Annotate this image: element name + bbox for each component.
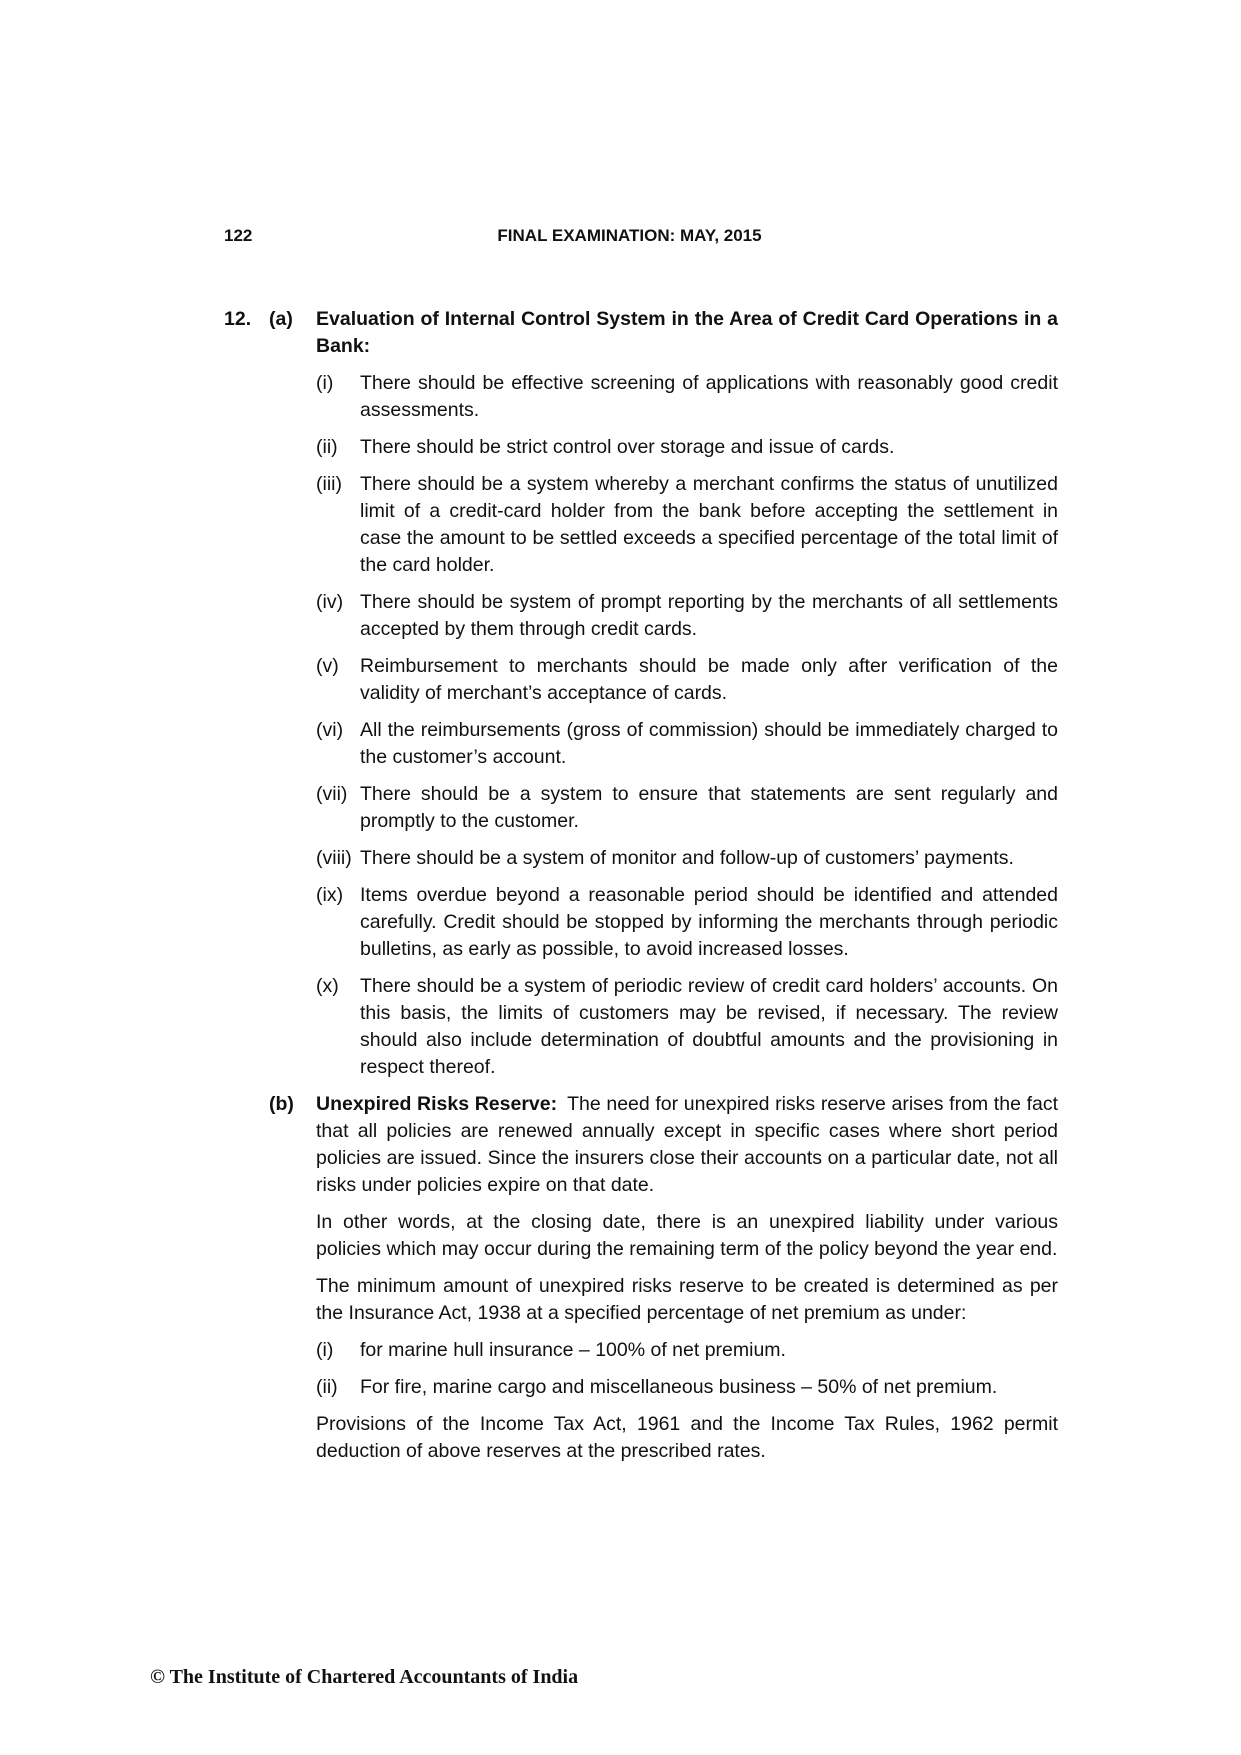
part-b-para-1 [316,1091,1058,1199]
item-number: (vii) [316,783,348,805]
copyright-footer: © The Institute of Chartered Accountants of India [150,1666,579,1688]
item-number: (iii) [316,473,342,495]
part-a-label: (a) [269,308,293,330]
list-item [316,845,1058,872]
list-item [316,653,1058,707]
item-number: (x) [316,975,339,997]
list-item [316,973,1058,1081]
item-number: (i) [316,372,334,394]
part-b-para-1-text: The need for unexpired risks reserve arises from the fact that all policies are renewed annually except in specific cases where short period policies are issued. Since the insurers close their accounts on a particular date, not all risks under policies expire on that date. [316,1093,1058,1196]
running-title: FINAL EXAMINATION: MAY, 2015 [497,226,762,245]
part-a-heading: Evaluation of Internal Control System in the Area of Credit Card Operations in a Bank: [316,308,1058,357]
list-item [316,781,1058,835]
list-item [316,1337,1058,1364]
item-text: There should be strict control over storage and issue of cards. [360,436,895,458]
item-text: Items overdue beyond a reasonable period should be identified and attended carefully. Credit should be stopped by informing the merchants through periodic bulletins, as early as possible, to avoid increased losses. [360,884,1058,960]
list-item [316,370,1058,424]
part-b-para-3: The minimum amount of unexpired risks reserve to be created is determined as per the Insurance Act, 1938 at a specified percentage of net premium as under: [316,1275,1058,1324]
list-item [316,717,1058,771]
part-b-lead: Unexpired Risks Reserve: [316,1093,558,1115]
part-b [224,1091,1058,1475]
list-item [316,1374,1058,1401]
list-item [316,882,1058,963]
part-b-list [316,1337,1058,1401]
part-a-list [316,370,1058,1081]
item-text: There should be a system of periodic review of credit card holders’ accounts. On this basis, the limits of customers may be revised, if necessary. The review should also include determination of doubtful amounts and the provisioning in respect thereof. [360,975,1058,1078]
item-text: There should be system of prompt reporting by the merchants of all settlements accepted by them through credit cards. [360,591,1058,640]
part-b-label: (b) [269,1093,294,1115]
page-number: 122 [224,226,253,245]
question-heading-row [224,306,1058,360]
item-number: (ix) [316,884,344,906]
item-text: There should be a system to ensure that statements are sent regularly and promptly to the customer. [360,783,1058,832]
item-number: (iv) [316,591,344,613]
list-item [316,589,1058,643]
item-text: for marine hull insurance – 100% of net premium. [360,1339,786,1361]
page-content [224,306,1058,1475]
item-text: For fire, marine cargo and miscellaneous business – 50% of net premium. [360,1376,998,1398]
list-item [316,434,1058,461]
item-number: (ii) [316,436,338,458]
item-number: (ii) [316,1376,338,1398]
part-b-para-4: Provisions of the Income Tax Act, 1961 and the Income Tax Rules, 1962 permit deduction of above reserves at the prescribed rates. [316,1413,1058,1462]
item-number: (viii) [316,847,352,869]
item-text: There should be effective screening of applications with reasonably good credit assessments. [360,372,1058,421]
item-number: (v) [316,655,339,677]
item-text: All the reimbursements (gross of commission) should be immediately charged to the customer’s account. [360,719,1058,768]
item-number: (i) [316,1339,334,1361]
list-item [316,471,1058,579]
part-b-body [316,1091,1058,1475]
item-text: There should be a system of monitor and follow-up of customers’ payments. [360,847,1014,869]
item-number: (vi) [316,719,344,741]
question-number: 12. [224,308,252,330]
item-text: There should be a system whereby a merchant confirms the status of unutilized limit of a credit-card holder from the bank before accepting the settlement in case the amount to be settled exceeds a specified percentage of the total limit of the card holder. [360,473,1058,576]
item-text: Reimbursement to merchants should be made only after verification of the validity of merchant’s acceptance of cards. [360,655,1058,704]
part-b-para-2: In other words, at the closing date, there is an unexpired liability under various policies which may occur during the remaining term of the policy beyond the year end. [316,1211,1058,1260]
